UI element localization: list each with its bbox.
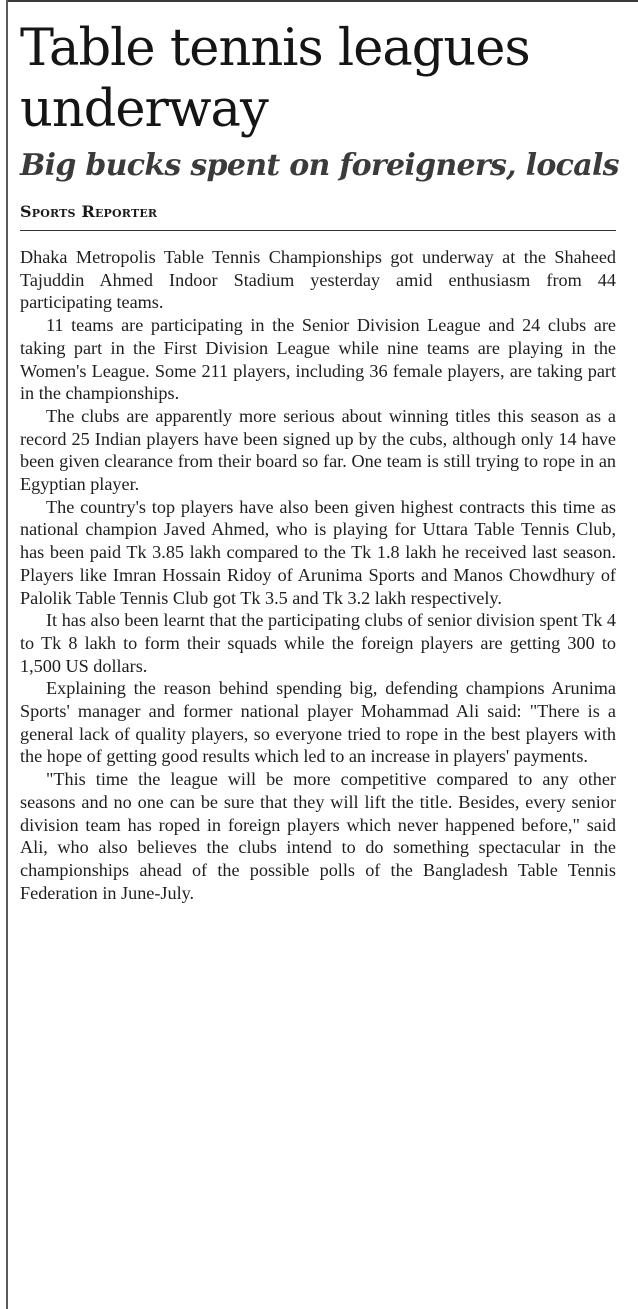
article-paragraph: The country's top players have also been given highest contracts this time as national champion Javed Ahmed, who is playing for Uttara Table Tennis Club, has been paid Tk 3.85 lakh compared to the Tk 1.8 lakh he received last season. Players like Imran Hossain Ridoy of Arunima Sports and Manos Chowdhury of Palolik Table Tennis Club got Tk 3.5 and Tk 3.2 lakh respectively. [20, 496, 616, 608]
article-subheadline: Big bucks spent on foreigners, locals [20, 148, 619, 183]
article-body [20, 246, 616, 904]
article-paragraph: "This time the league will be more competitive compared to any other seasons and no one can be sure that they will lift the title. Besides, every senior division team has roped in foreign players which never happened before," said Ali, who also believes the clubs intend to do something spectacular in the championships ahead of the possible polls of the Bangladesh Table Tennis Federation in June-July. [20, 769, 616, 903]
article-paragraph: It has also been learnt that the participating clubs of senior division spent Tk 4 to Tk 8 lakh to form their squads while the foreign players are getting 300 to 1,500 US dollars. [20, 610, 616, 676]
article-paragraph: Explaining the reason behind spending big, defending champions Arunima Sports' manager and former national player Mohammad Ali said: "There is a general lack of quality players, so everyone tried to rope in the best players with the hope of getting good results which led to an increase in players' payments. [20, 678, 616, 767]
article [20, 18, 619, 904]
left-column-rule [6, 0, 8, 1309]
top-border-rule [6, 0, 638, 2]
article-paragraph: The clubs are apparently more serious about winning titles this season as a record 25 Indian players have been signed up by the cubs, although only 14 have been given clearance from their board so far. One team is still trying to rope in an Egyptian player. [20, 405, 616, 495]
article-headline: Table tennis leagues underway [20, 19, 530, 139]
article-paragraph: Dhaka Metropolis Table Tennis Championships got underway at the Shaheed Tajuddin Ahmed Indoor Stadium yesterday amid enthusiasm from 44 participating teams. [20, 247, 616, 313]
article-paragraph: 11 teams are participating in the Senior Division League and 24 clubs are taking part in the First Division League while nine teams are playing in the Women's League. Some 211 players, including 36 female players, are taking part in the championships. [20, 315, 616, 404]
article-byline: Sports Reporter [20, 202, 616, 231]
